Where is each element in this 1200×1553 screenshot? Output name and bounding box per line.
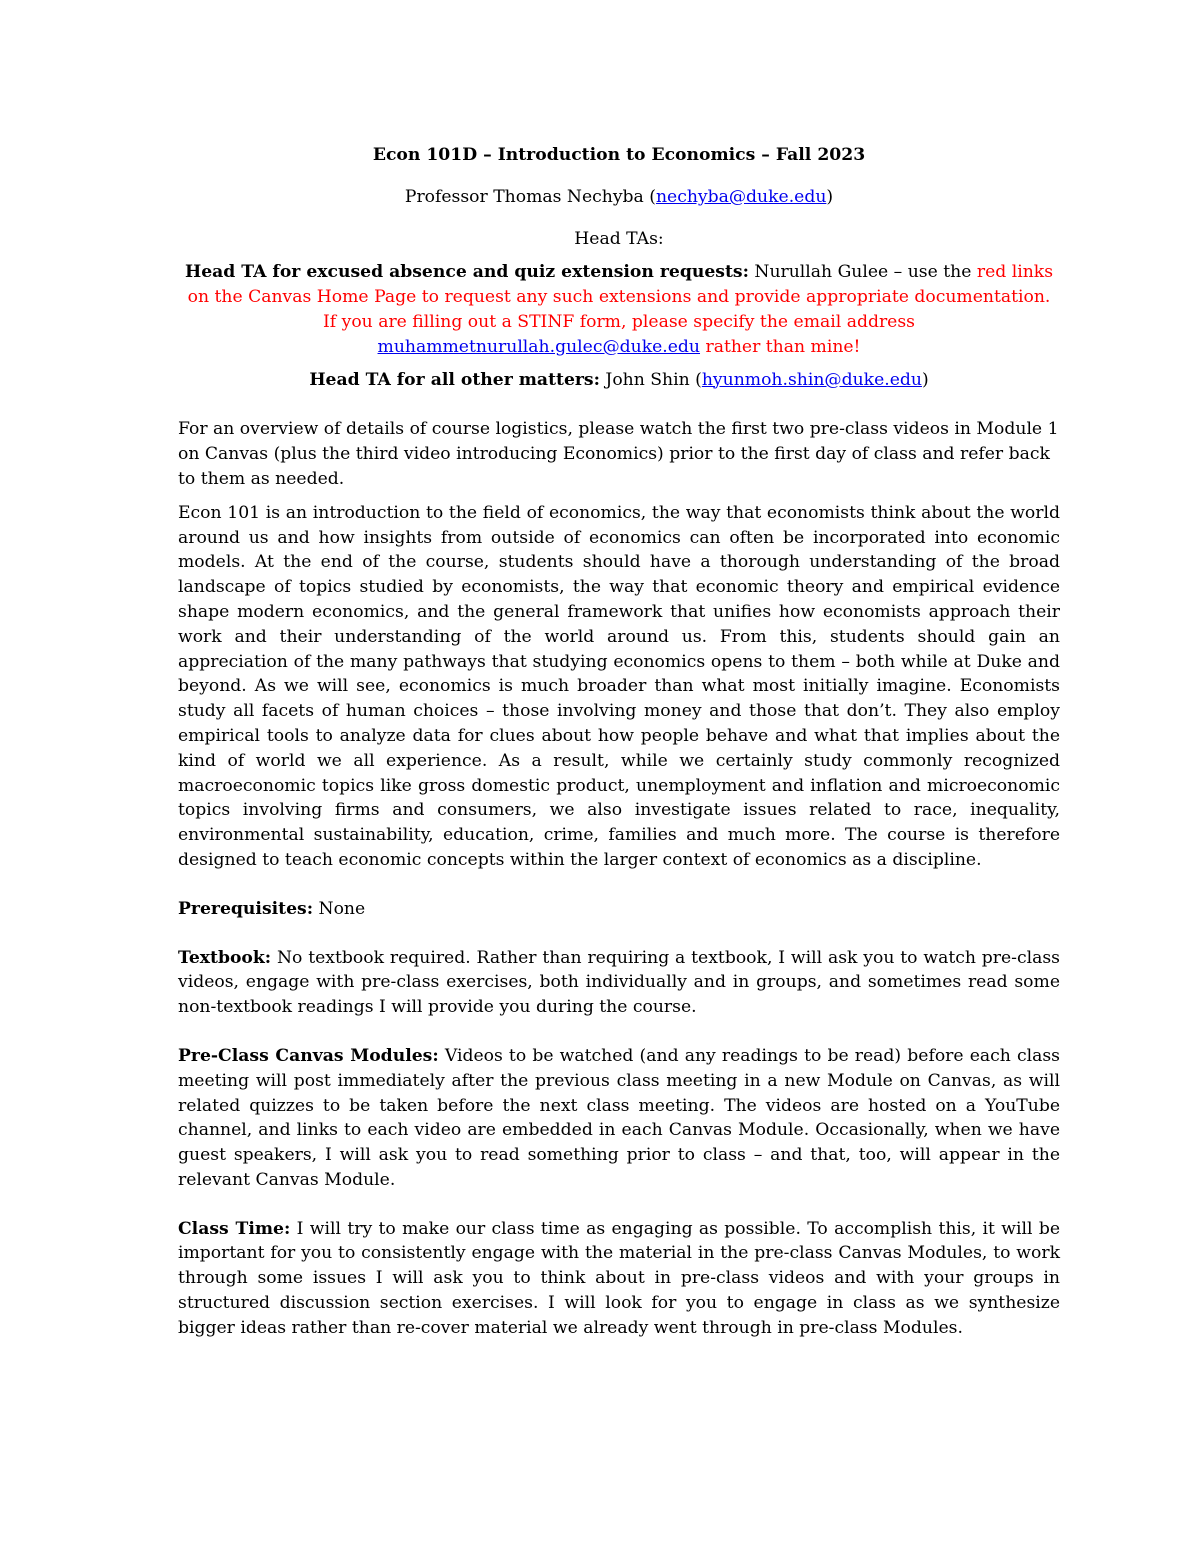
head-tas-heading: Head TAs: bbox=[574, 228, 664, 249]
professor-email-link[interactable]: nechyba@duke.edu bbox=[655, 186, 827, 207]
ta-excused-label: Head TA for excused absence and quiz extension requests: bbox=[184, 262, 749, 283]
prerequisites-label: Prerequisites: bbox=[178, 898, 314, 919]
ta-excused-rather-note: rather than mine! bbox=[700, 336, 861, 357]
ta-other-name: John Shin ( bbox=[599, 369, 702, 390]
modules-label: Pre-Class Canvas Modules: bbox=[178, 1045, 439, 1066]
ta-other-suffix: ) bbox=[921, 369, 929, 390]
ta-excused-name: Nurullah Gulee – use the bbox=[748, 262, 977, 283]
ta-other-label: Head TA for all other matters: bbox=[309, 369, 600, 390]
class-time-label: Class Time: bbox=[178, 1218, 291, 1239]
professor-suffix: ) bbox=[826, 186, 834, 207]
textbook-label: Textbook: bbox=[178, 947, 272, 968]
textbook-section bbox=[178, 946, 1060, 1020]
syllabus-page bbox=[178, 140, 1060, 1341]
prerequisites-text: None bbox=[313, 898, 366, 919]
modules-section bbox=[178, 1044, 1060, 1193]
class-time-section bbox=[178, 1217, 1060, 1341]
page-title: Econ 101D – Introduction to Economics – Fall 2023 bbox=[372, 145, 866, 165]
textbook-text: No textbook required. Rather than requiring a textbook, I will ask you to watch pre-class videos, engage with pre-class exercises, both individually and in groups, and sometimes read some non-textbook readings I will provide you during the course. bbox=[178, 947, 1060, 1018]
ta-other-email-link[interactable]: hyunmoh.shin@duke.edu bbox=[701, 369, 922, 390]
modules-text: Videos to be watched (and any readings to be read) before each class meeting will post immediately after the previous class meeting in a new Module on Canvas, as will related quizzes to be taken before the next class meeting. The videos are hosted on a YouTube channel, and links to each video are embedded in each Canvas Module. Occasionally, when we have guest speakers, I will ask you to read something prior to class – and that, too, will appear in the relevant Canvas Module. bbox=[178, 1045, 1060, 1190]
ta-excused-block bbox=[178, 260, 1060, 359]
ta-excused-red-note: red links on the Canvas Home Page to request any such extensions and provide appropriate documentation. bbox=[187, 262, 1054, 308]
ta-other-block bbox=[178, 368, 1060, 393]
professor-line bbox=[178, 185, 1060, 210]
overview-paragraph: For an overview of details of course logistics, please watch the first two pre-class videos in Module 1 on Canvas (plus the third video introducing Economics) prior to the first day of class and refer back to them as needed. bbox=[178, 419, 1059, 489]
description-paragraph: Econ 101 is an introduction to the field of economics, the way that economists think about the world around us and how insights from outside of economics can often be incorporated into economic models. At the end of the course, students should have a thorough understanding of the broad landscape of topics studied by economists, the way that economic theory and empirical evidence shape modern economics, and the general framework that unifies how economists approach their work and their understanding of the world around us. From this, students should gain an appreciation of the many pathways that studying economics opens to them – both while at Duke and beyond. As we will see, economics is much broader than what most initially imagine. Economists study all facets of human choices – those involving money and those that don’t. They also employ empirical tools to analyze data for clues about how people behave and what that implies about the kind of world we all experience. As a result, while we certainly study commonly recognized macroeconomic topics like gross domestic product, unemployment and inflation and microeconomic topics involving firms and consumers, we also investigate issues related to race, inequality, environmental sustainability, education, crime, families and much more. The course is therefore designed to teach economic concepts within the larger context of economics as a discipline. bbox=[178, 502, 1060, 870]
class-time-text: I will try to make our class time as engaging as possible. To accomplish this, it will be important for you to consistently engage with the material in the pre-class Canvas Modules, to work through some issues I will ask you to think about in pre-class videos and with your groups in structured discussion section exercises. I will look for you to engage in class as we synthesize bigger ideas rather than re-cover material we already went through in pre-class Modules. bbox=[178, 1218, 1060, 1338]
ta-excused-email-link[interactable]: muhammetnurullah.gulec@duke.edu bbox=[377, 336, 701, 357]
professor-name: Professor Thomas Nechyba ( bbox=[404, 186, 656, 207]
prerequisites-section bbox=[178, 897, 1060, 922]
ta-excused-stinf-note: If you are filling out a STINF form, please specify the email address bbox=[323, 311, 915, 332]
